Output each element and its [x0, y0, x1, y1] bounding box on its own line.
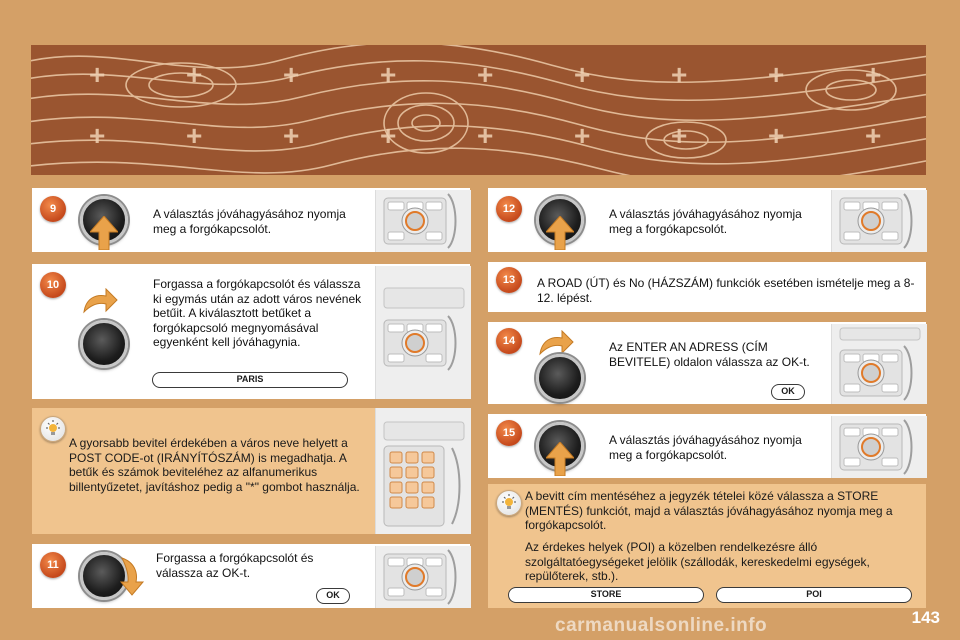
step-number-badge: 11: [40, 552, 66, 578]
step-panel-10: [32, 264, 470, 399]
plus-mark: +: [768, 120, 785, 151]
option-label-ok: OK: [316, 588, 350, 604]
plus-mark: +: [768, 59, 785, 90]
plus-mark: +: [574, 59, 591, 90]
tip-panel-store-poi: [488, 484, 926, 608]
push-arrow-icon: [546, 442, 574, 476]
radio-device-icon: [831, 416, 926, 478]
step-panel-14: [488, 322, 926, 404]
plus-mark: +: [477, 59, 494, 90]
radio-device-icon: [375, 266, 470, 399]
option-label-ok: OK: [771, 384, 805, 400]
step-number-badge: 14: [496, 328, 522, 354]
keypad-device-icon: [375, 408, 470, 534]
plus-mark: +: [283, 120, 300, 151]
radio-device-icon: [375, 190, 470, 252]
step-number-badge: 12: [496, 196, 522, 222]
option-label-paris: PARIS: [152, 372, 348, 388]
step-panel-15: [488, 414, 926, 478]
option-label-store: STORE: [508, 587, 704, 603]
lightbulb-icon: [496, 490, 522, 516]
option-label-poi: POI: [716, 587, 912, 603]
rotate-down-arrow-icon: [118, 556, 146, 596]
radio-device-icon: [375, 546, 470, 608]
plus-mark: +: [89, 59, 106, 90]
step-number-badge: 10: [40, 272, 66, 298]
step-text: A választás jóváhagyásához nyomja meg a forgókapcsolót.: [609, 207, 802, 236]
lightbulb-icon: [40, 416, 66, 442]
step-panel-12: [488, 188, 926, 252]
rotary-knob-icon: [80, 320, 128, 368]
plus-mark: +: [671, 120, 688, 151]
tip-text: A gyorsabb bevitel érdekében a város neve helyett a POST CODE-ot (IRÁNYÍTÓSZÁM) is megadhatja. A betűk és számok beviteléhez az alfanumerikus billentyűzetet, javításhoz pedig a "*" gombot használja.: [69, 436, 360, 494]
plus-mark: +: [477, 120, 494, 151]
plus-mark: +: [865, 59, 882, 90]
step-text: Forgassa a forgókapcsolót és válassza ki egymás után az adott város nevének betűit. A kiválasztott betűket a forgókapcsoló megnyomásával egyenként kell jóváhagynia.: [153, 277, 362, 349]
page-number: 143: [911, 608, 940, 627]
watermark-text: carmanualsonline.info: [555, 615, 768, 636]
rotary-knob-icon: [536, 354, 584, 402]
plus-mark: +: [380, 59, 397, 90]
step-text: Az ENTER AN ADRESS (CÍM BEVITELE) oldalon válassza az OK-t.: [609, 340, 810, 369]
step-number-badge: 15: [496, 420, 522, 446]
plus-mark: +: [671, 59, 688, 90]
step-number-badge: 13: [496, 267, 522, 293]
push-arrow-icon: [90, 216, 118, 250]
topographic-banner: [31, 45, 926, 175]
radio-device-icon: [831, 324, 926, 404]
tip-panel-postcode: [32, 408, 470, 534]
plus-mark: +: [89, 120, 106, 151]
step-text: A választás jóváhagyásához nyomja meg a forgókapcsolót.: [609, 433, 802, 462]
plus-mark: +: [186, 120, 203, 151]
plus-mark: +: [574, 120, 591, 151]
step-panel-9: [32, 188, 470, 252]
plus-mark: +: [283, 59, 300, 90]
step-text: A ROAD (ÚT) és No (HÁZSZÁM) funkciók esetében ismételje meg a 8-12. lépést.: [537, 276, 915, 305]
step-text: A választás jóváhagyásához nyomja meg a forgókapcsolót.: [153, 207, 346, 236]
tip-text-store: A bevitt cím mentéséhez a jegyzék tételei közé válassza a STORE (MENTÉS) funkciót, majd a választás jóváhagyásához nyomja meg a forgókapcsolót.: [525, 489, 893, 532]
step-panel-11: [32, 544, 470, 608]
push-arrow-icon: [546, 216, 574, 250]
tip-text-poi: Az érdekes helyek (POI) a közelben rendelkezésre álló szolgáltatóegységeket jelölik (szállodák, kereskedelmi egységek, repülőterek, stb.).: [525, 540, 870, 583]
rotate-arrow-icon: [538, 330, 574, 356]
rotate-arrow-icon: [82, 288, 118, 314]
plus-mark: +: [380, 120, 397, 151]
step-number-badge: 9: [40, 196, 66, 222]
plus-mark: +: [865, 120, 882, 151]
radio-device-icon: [831, 190, 926, 252]
step-text: Forgassa a forgókapcsolót és válassza az OK-t.: [156, 551, 314, 580]
step-panel-13: [488, 262, 926, 312]
plus-mark: +: [186, 59, 203, 90]
